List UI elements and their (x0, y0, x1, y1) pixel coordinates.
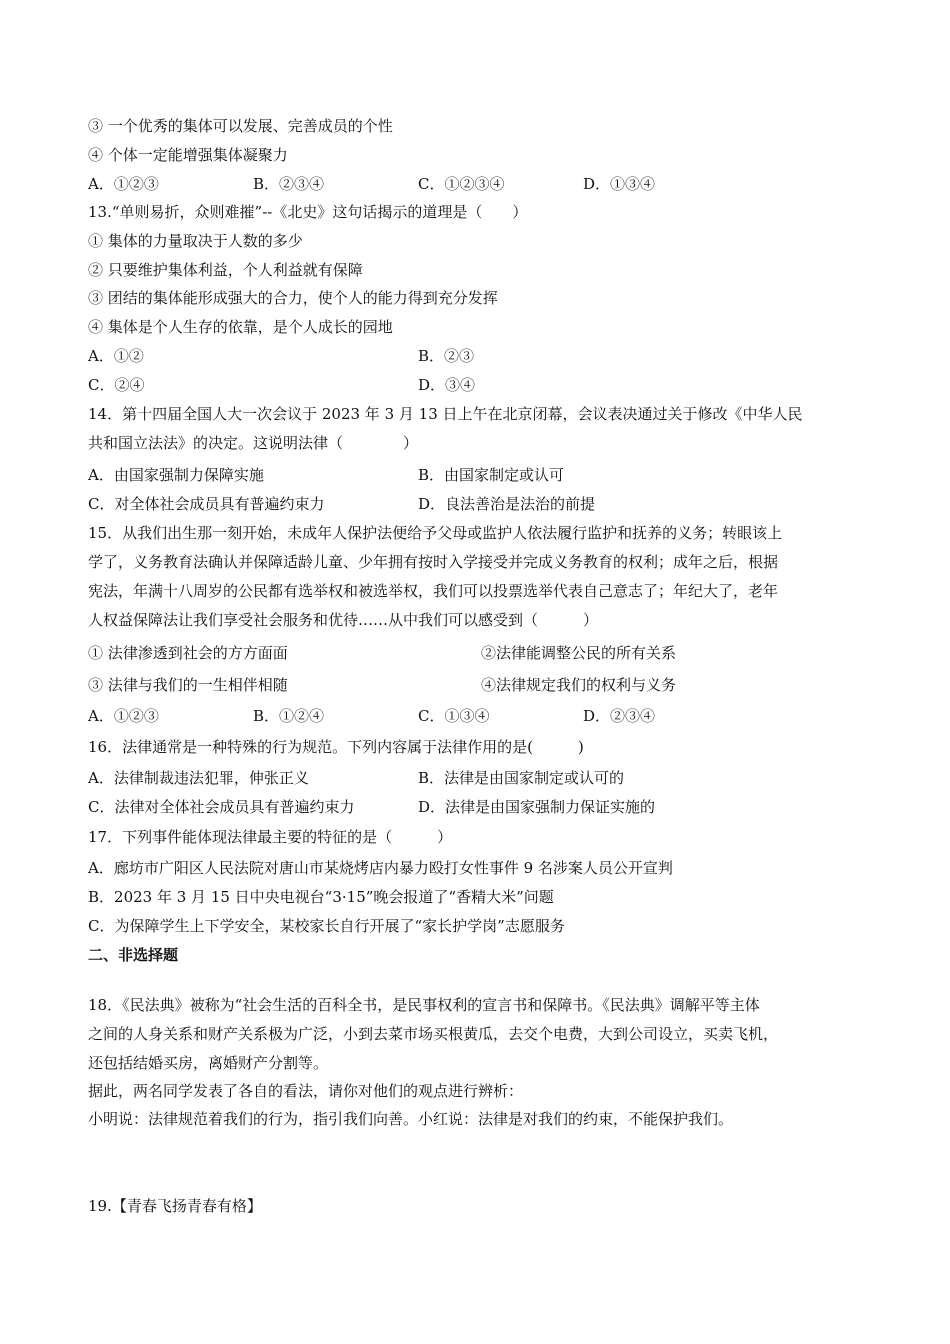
q13-option-a: A．①② (88, 347, 144, 365)
q12-option-d: D．①③④ (583, 175, 656, 193)
q13-stem: 13.“单则易折，众则难摧”--《北史》这句话揭示的道理是（ ） (88, 203, 528, 221)
q12-item-3: ③ 一个优秀的集体可以发展、完善成员的个性 (88, 117, 393, 135)
q15-stem-line-1: 15．从我们出生那一刻开始，未成年人保护法便给予父母或监护人依法履行监护和抚养的义务；转眼该上 (88, 524, 783, 542)
q16-option-c: C．法律对全体社会成员具有普遍约束力 (88, 798, 355, 816)
q14-option-d: D．良法善治是法治的前提 (418, 495, 596, 513)
q13-option-d: D．③④ (418, 376, 476, 394)
q16-option-b: B．法律是由国家制定或认可的 (418, 769, 625, 787)
q13-item-4: ④ 集体是个人生存的依靠，是个人成长的园地 (88, 318, 393, 336)
q16-option-a: A．法律制裁违法犯罪，伸张正义 (88, 769, 309, 787)
q15-item-3: ③ 法律与我们的一生相伴相随 (88, 676, 288, 694)
q13-item-1: ① 集体的力量取决于人数的多少 (88, 232, 303, 250)
q12-option-a: A．①②③ (88, 175, 159, 193)
q17-option-a: A．廊坊市广阳区人民法院对唐山市某烧烤店内暴力殴打女性事件 9 名涉案人员公开宣判 (88, 859, 673, 877)
q14-stem-line-1: 14．第十四届全国人大一次会议于 2023 年 3 月 13 日上午在北京闭幕，会议表决通过关于修改《中华人民 (88, 405, 803, 423)
q15-stem-line-4: 人权益保障法让我们享受社会服务和优待……从中我们可以感受到（ ） (88, 611, 599, 629)
q18-line-1: 18．《民法典》被称为“社会生活的百科全书，是民事权利的宣言书和保障书。《民法典》调解平等主体 (88, 996, 760, 1014)
q12-option-b: B．②③④ (253, 175, 325, 193)
q18-line-5: 小明说：法律规范着我们的行为，指引我们向善。小红说：法律是对我们的约束，不能保护我们。 (88, 1110, 734, 1128)
q17-stem: 17．下列事件能体现法律最主要的特征的是（ ） (88, 828, 453, 846)
q15-stem-line-3: 宪法，年满十八周岁的公民都有选举权和被选举权，我们可以投票选举代表自己意志了；年纪大了，老年 (88, 582, 779, 600)
q15-stem-line-2: 学了，义务教育法确认并保障适龄儿童、少年拥有按时入学接受并完成义务教育的权利；成年之后，根据 (88, 553, 779, 571)
q17-option-b: B．2023 年 3 月 15 日中央电视台“3·15”晚会报道了“香精大米”问题 (88, 888, 554, 906)
q15-item-2: ②法律能调整公民的所有关系 (481, 644, 677, 662)
section-heading: 二、非选择题 (88, 946, 179, 964)
q13-item-3: ③ 团结的集体能形成强大的合力，使个人的能力得到充分发挥 (88, 289, 498, 307)
q15-option-d: D．②③④ (583, 707, 656, 725)
q19-label: 19.【青春飞扬青春有格】 (88, 1197, 262, 1215)
q18-line-2: 之间的人身关系和财产关系极为广泛，小到去菜市场买根黄瓜，去交个电费，大到公司设立，买卖飞机， (88, 1025, 779, 1043)
q15-item-1: ① 法律渗透到社会的方方面面 (88, 644, 288, 662)
q17-option-c: C．为保障学生上下学安全，某校家长自行开展了“家长护学岗”志愿服务 (88, 917, 565, 935)
q14-option-c: C．对全体社会成员具有普遍约束力 (88, 495, 325, 513)
q12-option-c: C．①②③④ (418, 175, 505, 193)
q15-option-c: C．①③④ (418, 707, 490, 725)
q16-stem: 16．法律通常是一种特殊的行为规范。下列内容属于法律作用的是( ) (88, 738, 584, 756)
q13-option-c: C．②④ (88, 376, 145, 394)
q16-option-d: D．法律是由国家强制力保证实施的 (418, 798, 656, 816)
q18-line-4: 据此，两名同学发表了各自的看法，请你对他们的观点进行辨析： (88, 1082, 524, 1100)
q18-line-3: 还包括结婚买房，离婚财产分割等。 (88, 1054, 329, 1072)
q14-option-b: B．由国家制定或认可 (418, 466, 565, 484)
q14-stem-line-2: 共和国立法法》的决定。这说明法律（ ） (88, 434, 419, 452)
q12-item-4: ④ 个体一定能增强集体凝聚力 (88, 146, 288, 164)
q13-item-2: ② 只要维护集体利益，个人利益就有保障 (88, 261, 363, 279)
q15-item-4: ④法律规定我们的权利与义务 (481, 676, 677, 694)
q14-option-a: A．由国家强制力保障实施 (88, 466, 264, 484)
q13-option-b: B．②③ (418, 347, 475, 365)
q15-option-b: B．①②④ (253, 707, 325, 725)
q15-option-a: A．①②③ (88, 707, 159, 725)
